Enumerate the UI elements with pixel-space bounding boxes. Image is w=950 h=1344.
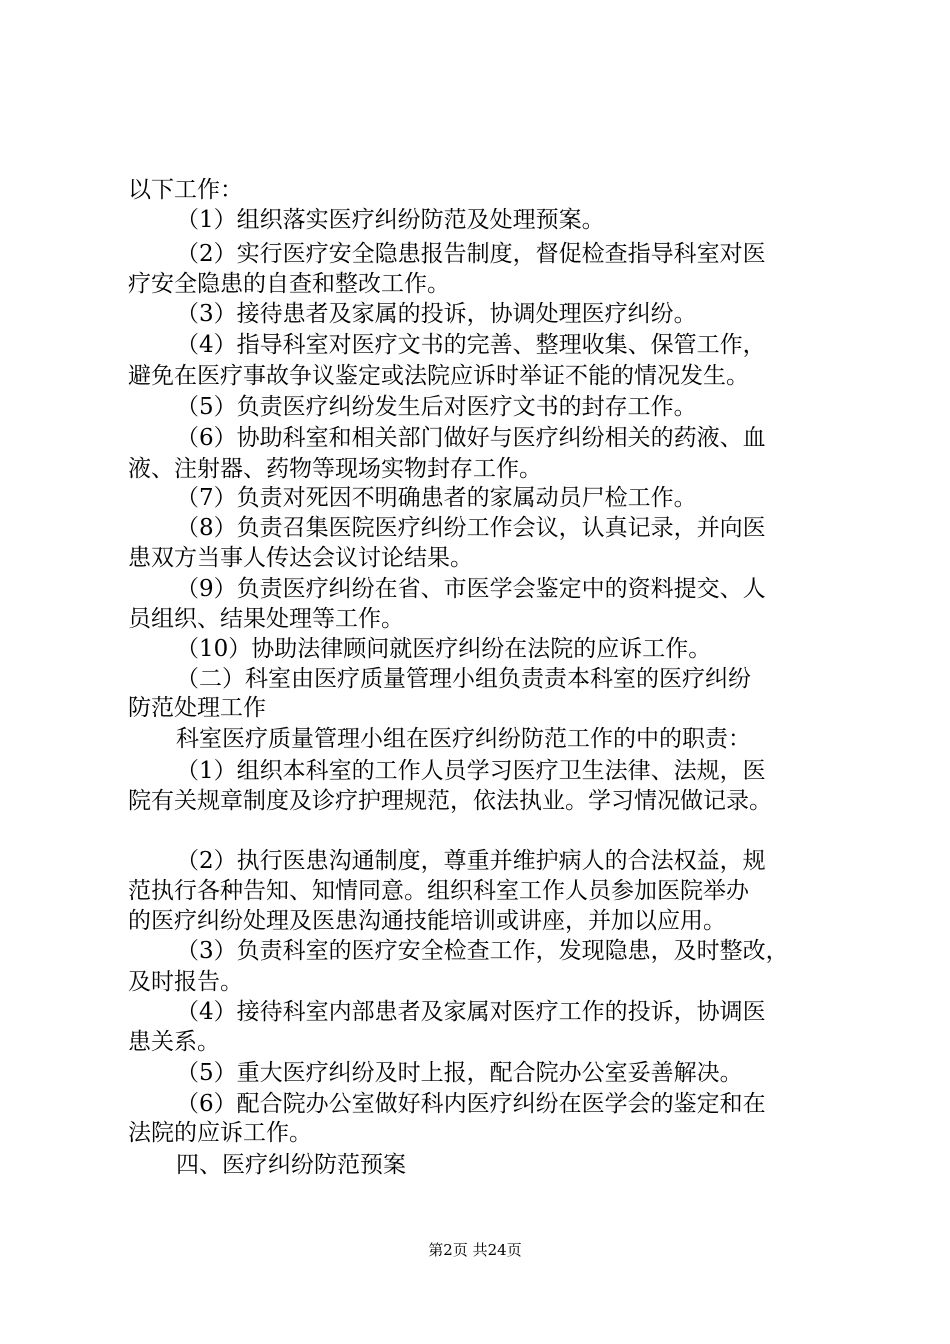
text-line-11: （7）负责对死因不明确患者的家属动员尸检工作。 xyxy=(176,485,697,511)
text-line-13: 患双方当事人传达会议讨论结果。 xyxy=(128,545,473,571)
text-line-4: 疗安全隐患的自查和整改工作。 xyxy=(128,271,450,297)
text-line-32: 四、医疗纠纷防范预案 xyxy=(176,1152,406,1178)
text-line-30: （6）配合院办公室做好科内医疗纠纷在医学会的鉴定和在 xyxy=(176,1091,766,1117)
text-line-24: 的医疗纠纷处理及医患沟通技能培训或讲座，并加以应用。 xyxy=(128,908,726,934)
text-line-2: （1）组织落实医疗纠纷防范及处理预案。 xyxy=(176,207,605,233)
text-line-18: 防范处理工作 xyxy=(128,695,266,721)
text-line-31: 法院的应诉工作。 xyxy=(128,1120,312,1146)
text-line-1: 以下工作： xyxy=(128,177,243,203)
text-line-28: 患关系。 xyxy=(128,1029,220,1055)
text-line-7: 避免在医疗事故争议鉴定或法院应诉时举证不能的情况发生。 xyxy=(128,363,749,389)
text-line-8: （5）负责医疗纠纷发生后对医疗文书的封存工作。 xyxy=(176,394,697,420)
page-number-footer: 第2页 共24页 xyxy=(428,1241,522,1259)
text-line-9: （6）协助科室和相关部门做好与医疗纠纷相关的药液、血 xyxy=(176,425,766,451)
text-line-20: （1）组织本科室的工作人员学习医疗卫生法律、法规，医 xyxy=(176,758,766,784)
text-line-3: （2）实行医疗安全隐患报告制度，督促检查指导科室对医 xyxy=(176,241,766,267)
text-line-23: 范执行各种告知、知情同意。组织科室工作人员参加医院举办 xyxy=(128,878,749,904)
text-line-26: 及时报告。 xyxy=(128,969,243,995)
text-line-19: 科室医疗质量管理小组在医疗纠纷防范工作的中的职责： xyxy=(176,726,751,752)
text-line-15: 员组织、结果处理等工作。 xyxy=(128,606,404,632)
text-line-27: （4）接待科室内部患者及家属对医疗工作的投诉，协调医 xyxy=(176,999,766,1025)
text-line-10: 液、注射器、药物等现场实物封存工作。 xyxy=(128,456,542,482)
text-line-17: （二）科室由医疗质量管理小组负责责本科室的医疗纠纷 xyxy=(176,666,751,692)
text-line-21: 院有关规章制度及诊疗护理规范，依法执业。学习情况做记录。 xyxy=(128,788,772,814)
text-line-5: （3）接待患者及家属的投诉，协调处理医疗纠纷。 xyxy=(176,301,697,327)
text-line-29: （5）重大医疗纠纷及时上报，配合院办公室妥善解决。 xyxy=(176,1060,743,1086)
text-line-25: （3）负责科室的医疗安全检查工作，发现隐患，及时整改， xyxy=(176,938,789,964)
text-line-6: （4）指导科室对医疗文书的完善、整理收集、保管工作， xyxy=(176,332,766,358)
text-line-12: （8）负责召集医院医疗纠纷工作会议，认真记录，并向医 xyxy=(176,515,766,541)
text-line-16: （10）协助法律顾问就医疗纠纷在法院的应诉工作。 xyxy=(176,636,712,662)
text-line-22: （2）执行医患沟通制度，尊重并维护病人的合法权益，规 xyxy=(176,848,766,874)
text-line-14: （9）负责医疗纠纷在省、市医学会鉴定中的资料提交、人 xyxy=(176,576,766,602)
